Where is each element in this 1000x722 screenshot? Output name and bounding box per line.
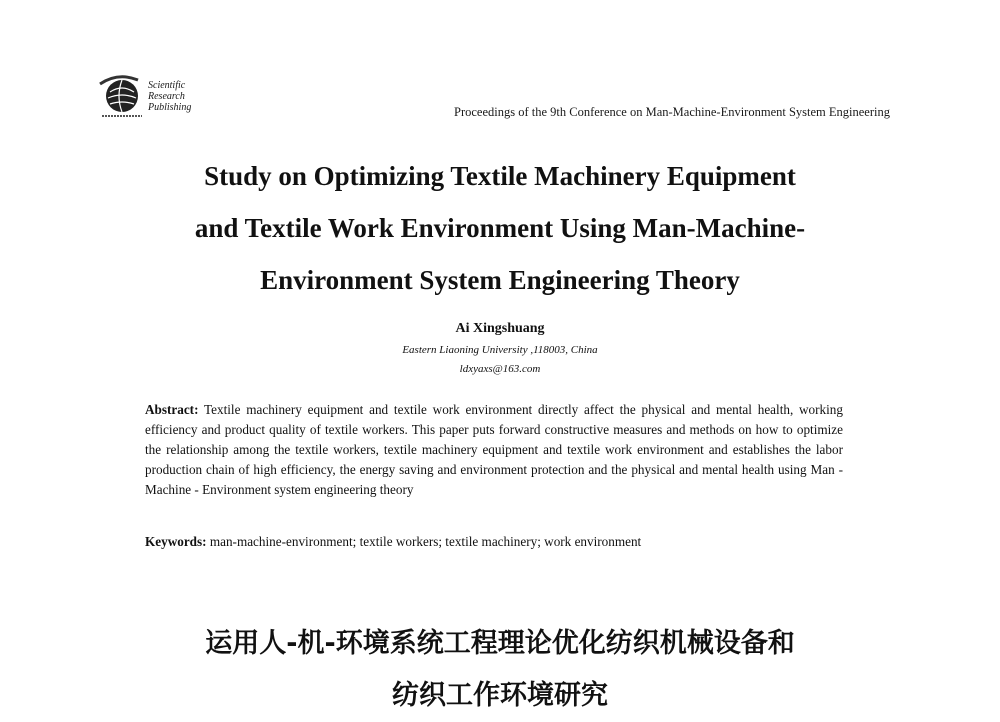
publisher-name (148, 80, 191, 113)
keywords (145, 532, 843, 552)
proceedings-header: Proceedings of the 9th Conference on Man-Machine-Environment System Engineering (454, 105, 890, 119)
author-name: Ai Xingshuang (455, 321, 545, 336)
author-affiliation: Eastern Liaoning University ,118003, China (402, 344, 598, 356)
globe-icon (98, 72, 144, 118)
publisher-line-3: Publishing (148, 102, 192, 113)
cn-title-line-2: 纺织工作环境研究 (392, 680, 608, 711)
publisher-logo (98, 70, 228, 122)
title-line-1: Study on Optimizing Textile Machinery Equipment (204, 161, 796, 191)
keywords-text: man-machine-environment; textile workers; textile machinery; work environment (209, 534, 642, 549)
abstract-text: Textile machinery equipment and textile work environment directly affect the physical and mental health, working efficiency and product quality of textile workers. This paper puts forward constructive measures and methods on how to optimize the relationship among the textile workers, textile machinery equipment and textile work environment and establishes the labor production chain of high efficiency, the energy saving and environment protection and the physical and mental health using Man - Machine - Environment system engineering theory (145, 402, 843, 497)
author-email[interactable]: ldxyaxs@163.com (459, 363, 541, 375)
publisher-line-2: Research (148, 91, 185, 102)
title-line-3: Environment System Engineering Theory (260, 265, 740, 295)
publisher-line-1: Scientific (148, 80, 186, 91)
chinese-title (100, 618, 900, 722)
paper-title (100, 150, 900, 306)
keywords-label: Keywords: (145, 534, 207, 549)
abstract-label: Abstract: (145, 402, 199, 417)
abstract (145, 400, 843, 500)
cn-title-line-1: 运用人-机-环境系统工程理论优化纺织机械设备和 (205, 628, 795, 659)
title-line-2: and Textile Work Environment Using Man-Machine- (194, 213, 806, 243)
